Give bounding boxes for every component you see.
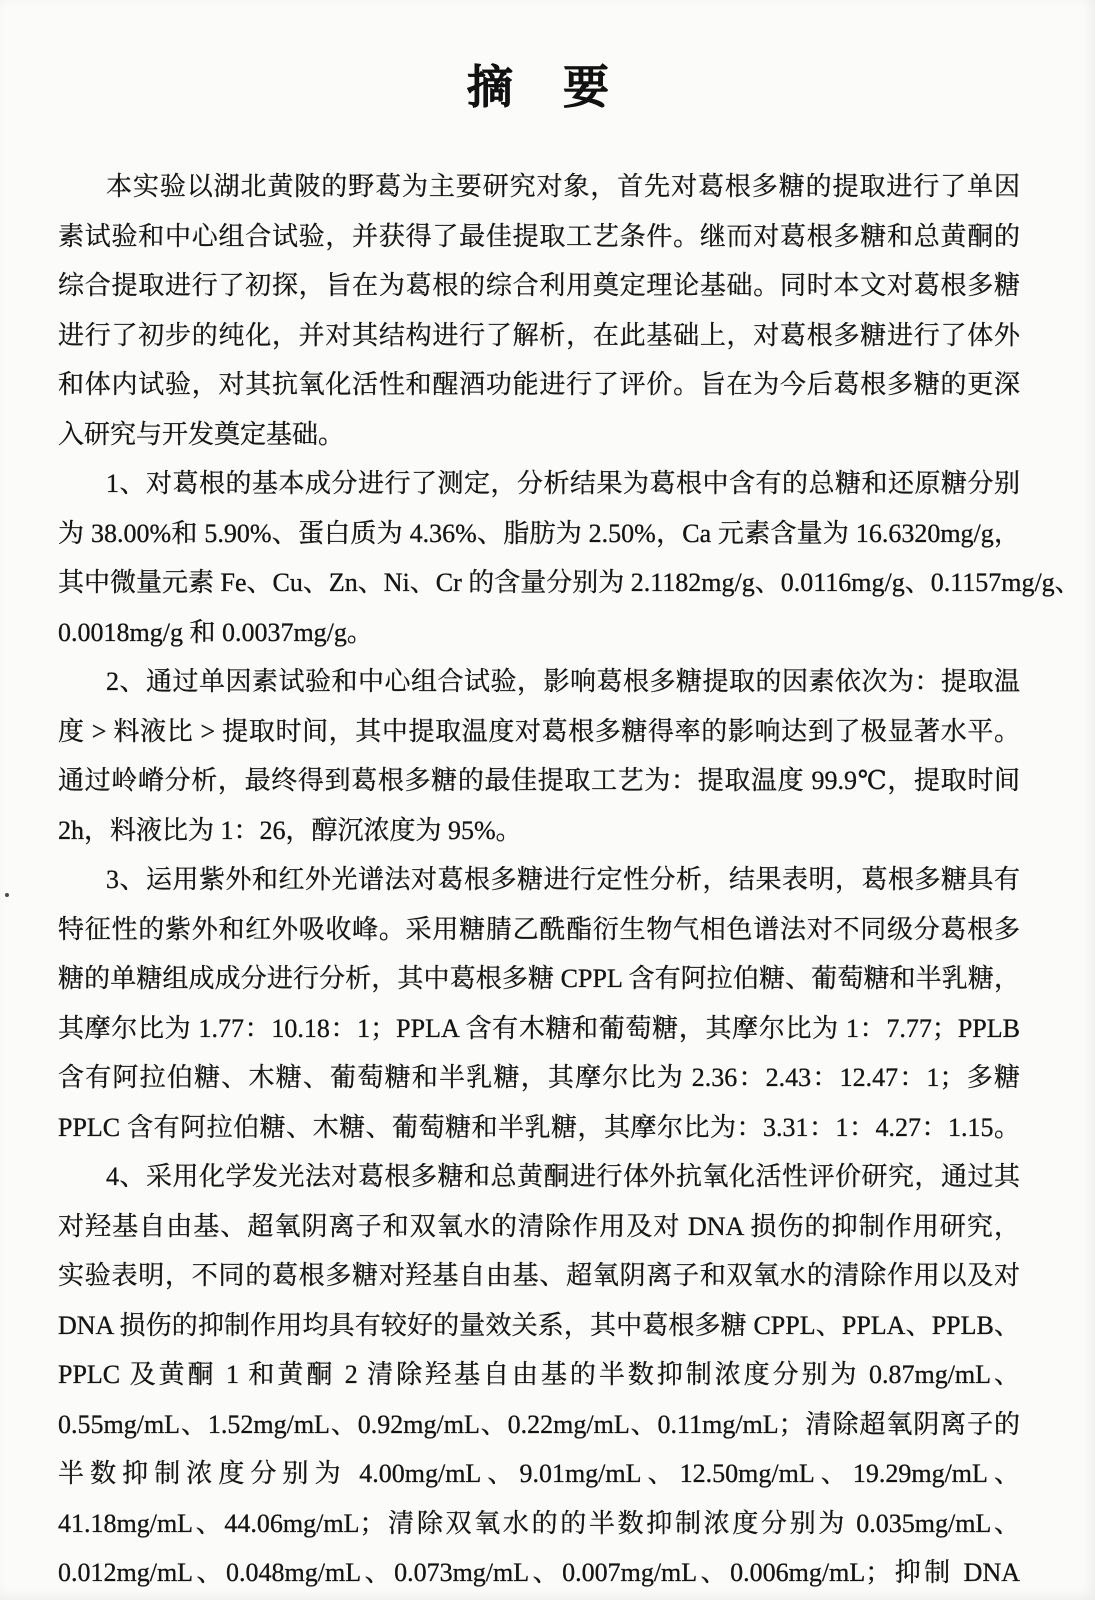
paragraph-point-1	[58, 459, 1081, 657]
paragraph-point-2	[58, 657, 1020, 855]
text-line: 0.012mg/mL、0.048mg/mL、0.073mg/mL、0.007mg/mL、0.006mg/mL；抑制 DNA	[58, 1558, 1020, 1587]
text-line: 41.18mg/mL、44.06mg/mL；清除双氧水的的半数抑制浓度分别为 0.035mg/mL、	[58, 1508, 1020, 1538]
text-line: 含有阿拉伯糖、木糖、葡萄糖和半乳糖，其摩尔比为 2.36：2.43：12.47：1；多糖	[58, 1063, 1020, 1092]
text-line: 入研究与开发奠定基础。	[58, 419, 345, 449]
text-line: 度 > 料液比 > 提取时间，其中提取温度对葛根多糖得率的影响达到了极显著水平。	[58, 716, 1020, 746]
text-line: 0.55mg/mL、1.52mg/mL、0.92mg/mL、0.22mg/mL、0.11mg/mL；清除超氧阴离子的	[58, 1409, 1020, 1439]
scan-speck	[5, 893, 9, 897]
text-line: 半数抑制浓度分别为 4.00mg/mL、9.01mg/mL、12.50mg/mL、19.29mg/mL、	[58, 1459, 1020, 1488]
text-line: 特征性的紫外和红外吸收峰。采用糖腈乙酰酯衍生物气相色谱法对不同级分葛根多	[58, 914, 1020, 944]
text-line: 通过岭嵴分析，最终得到葛根多糖的最佳提取工艺为：提取温度 99.9℃，提取时间	[58, 766, 1020, 795]
text-line: 素试验和中心组合试验，并获得了最佳提取工艺条件。继而对葛根多糖和总黄酮的	[58, 221, 1020, 251]
text-line: 其摩尔比为 1.77：10.18：1；PPLA 含有木糖和葡萄糖，其摩尔比为 1：7.77；PPLB	[58, 1013, 1020, 1043]
text-line: 和体内试验，对其抗氧化活性和醒酒功能进行了评价。旨在为今后葛根多糖的更深	[58, 370, 1020, 399]
page-title: 摘 要	[467, 62, 611, 113]
text-line: 糖的单糖组成成分进行分析，其中葛根多糖 CPPL 含有阿拉伯糖、葡萄糖和半乳糖，	[58, 964, 1020, 993]
text-line: PPLC 及黄酮 1 和黄酮 2 清除羟基自由基的半数抑制浓度分别为 0.87mg/mL、	[58, 1360, 1020, 1389]
text-line: 1、对葛根的基本成分进行了测定，分析结果为葛根中含有的总糖和还原糖分别	[106, 469, 1020, 498]
text-line: 0.0018mg/g 和 0.0037mg/g。	[58, 617, 373, 647]
text-line: DNA 损伤的抑制作用均具有较好的量效关系，其中葛根多糖 CPPL、PPLA、PPLB、	[58, 1310, 1020, 1340]
text-line: 其中微量元素 Fe、Cu、Zn、Ni、Cr 的含量分别为 2.1182mg/g、0.0116mg/g、0.1157mg/g、	[58, 568, 1081, 597]
text-line: 2h，料液比为 1：26，醇沉浓度为 95%。	[58, 815, 522, 845]
text-line: 4、采用化学发光法对葛根多糖和总黄酮进行体外抗氧化活性评价研究，通过其	[106, 1162, 1020, 1191]
paragraph-intro	[58, 162, 1020, 459]
text-line: 2、通过单因素试验和中心组合试验，影响葛根多糖提取的因素依次为：提取温	[106, 667, 1020, 696]
text-line: 对羟基自由基、超氧阴离子和双氧水的清除作用及对 DNA 损伤的抑制作用研究，	[58, 1211, 1020, 1241]
text-line: 3、运用紫外和红外光谱法对葛根多糖进行定性分析，结果表明，葛根多糖具有	[106, 865, 1020, 894]
text-line: 本实验以湖北黄陂的野葛为主要研究对象，首先对葛根多糖的提取进行了单因	[106, 172, 1020, 201]
text-line: 为 38.00%和 5.90%、蛋白质为 4.36%、脂肪为 2.50%，Ca 元素含量为 16.6320mg/g，	[58, 518, 1020, 548]
text-line: PPLC 含有阿拉伯糖、木糖、葡萄糖和半乳糖，其摩尔比为：3.31：1：4.27：1.15。	[58, 1112, 1020, 1142]
paragraph-point-3	[58, 855, 1020, 1152]
text-line: 综合提取进行了初探，旨在为葛根的综合利用奠定理论基础。同时本文对葛根多糖	[58, 271, 1020, 300]
paragraph-point-4	[58, 1152, 1020, 1598]
text-line: 进行了初步的纯化，并对其结构进行了解析，在此基础上，对葛根多糖进行了体外	[58, 320, 1020, 350]
text-line: 实验表明，不同的葛根多糖对羟基自由基、超氧阴离子和双氧水的清除作用以及对	[58, 1261, 1020, 1290]
